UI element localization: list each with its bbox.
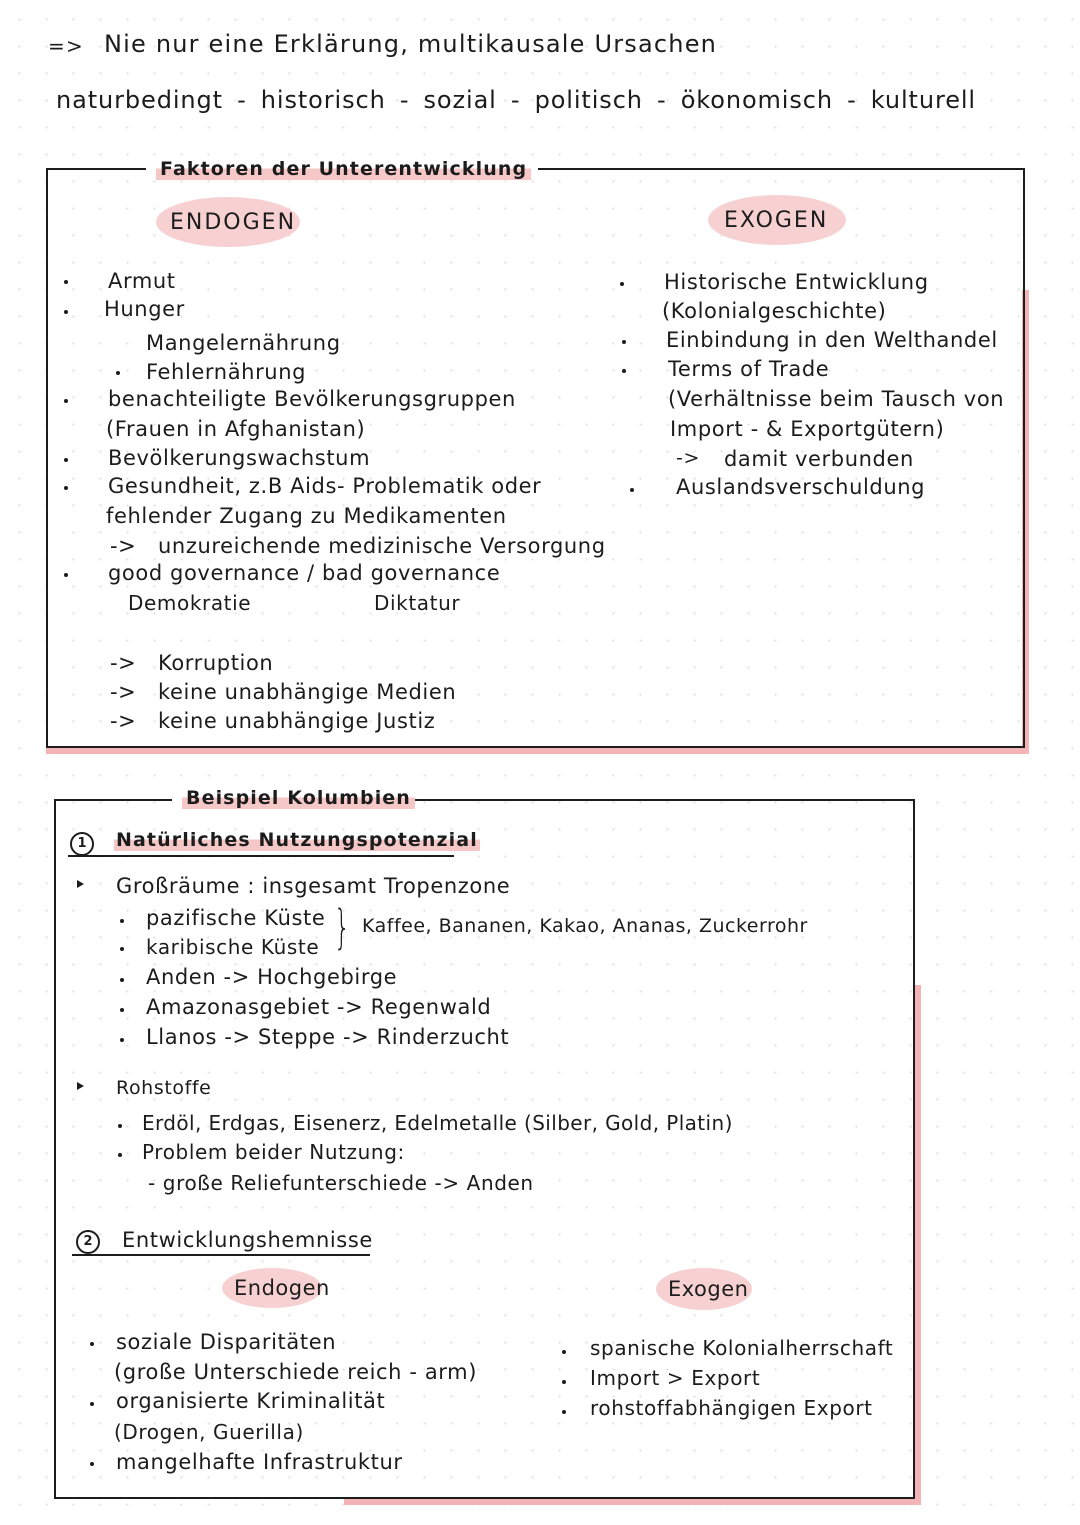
bullet [622, 369, 626, 373]
intro-line-1: Nie nur eine Erklärung, multikausale Ursachen [104, 30, 718, 58]
endo-demokratie: Demokratie [128, 591, 252, 615]
exo-hist-2: (Kolonialgeschichte) [662, 299, 887, 323]
relief: - große Reliefunterschiede -> Anden [148, 1171, 534, 1195]
anden: Anden -> Hochgebirge [146, 965, 398, 989]
section-1-underline [68, 855, 454, 857]
exo-damit: damit verbunden [724, 447, 914, 471]
endo-mangel: Mangelernährung [146, 331, 341, 355]
kriminalitaet-detail: (Drogen, Guerilla) [114, 1420, 304, 1444]
bullet [64, 573, 68, 577]
rohstoffabhaengiger-export: rohstoffabhängigen Export [590, 1396, 873, 1420]
intro-term: kulturell [870, 86, 976, 114]
organisierte-kriminalitaet: organisierte Kriminalität [116, 1389, 386, 1413]
pazifische-kueste: pazifische Küste [146, 906, 326, 930]
bullet [120, 947, 124, 951]
factors-title: Faktoren der Unterentwicklung [156, 158, 531, 181]
bullet [562, 1380, 566, 1384]
kolumbien-title: Beispiel Kolumbien [182, 787, 415, 810]
produkte: Kaffee, Bananen, Kakao, Ananas, Zuckerrohr [362, 915, 808, 937]
endo-benach-2: (Frauen in Afghanistan) [106, 417, 366, 441]
bullet [90, 1402, 94, 1406]
mangelhafte-infrastruktur: mangelhafte Infrastruktur [116, 1450, 403, 1474]
section-1-title: Natürliches Nutzungspotenzial [116, 829, 478, 851]
spanische-kolonialherrschaft: spanische Kolonialherrschaft [590, 1336, 894, 1360]
problem: Problem beider Nutzung: [142, 1140, 405, 1164]
endo-arrow: -> [110, 709, 137, 733]
intro-line-2 [56, 86, 976, 114]
intro-dash: - [657, 86, 667, 114]
bullet [120, 1008, 124, 1012]
bullet [622, 340, 626, 344]
intro-term: sozial [423, 86, 497, 114]
bullet [64, 458, 68, 462]
bullet [562, 1350, 566, 1354]
exo-ausland: Auslandsverschuldung [676, 475, 926, 499]
bullet [64, 486, 68, 490]
endo-wachstum: Bevölkerungswachstum [108, 446, 371, 470]
import-export: Import > Export [590, 1366, 761, 1390]
intro-term: historisch [260, 86, 386, 114]
bullet [64, 399, 68, 403]
bullet [90, 1462, 94, 1466]
rohstoffe: Rohstoffe [116, 1077, 212, 1099]
exo-welthandel: Einbindung in den Welthandel [666, 328, 998, 352]
section-2-title: Entwicklungshemnisse [122, 1228, 373, 1252]
karibische-kueste: karibische Küste [146, 935, 320, 959]
triangle-bullet [77, 1082, 84, 1090]
bullet [118, 1124, 122, 1128]
grossraeume: Großräume : insgesamt Tropenzone [116, 874, 511, 898]
endo-gesund-1: Gesundheit, z.B Aids- Problematik oder [108, 474, 542, 498]
exo-terms-2: (Verhältnisse beim Tausch von [668, 387, 1005, 411]
box2-shadow-right [914, 985, 921, 1505]
intro-term: naturbedingt [56, 86, 223, 114]
bullet [120, 978, 124, 982]
endo-diktatur: Diktatur [374, 591, 461, 615]
endo-korruption: Korruption [158, 651, 274, 675]
triangle-bullet [77, 880, 84, 888]
bullet [116, 371, 120, 375]
bullet [118, 1153, 122, 1157]
soziale-disparitaeten: soziale Disparitäten [116, 1330, 337, 1354]
llanos: Llanos -> Steppe -> Rinderzucht [146, 1025, 510, 1049]
intro-dash: - [510, 86, 521, 114]
bullet [562, 1410, 566, 1414]
bullet [64, 280, 68, 284]
endo-arrow: -> [110, 534, 137, 558]
exo-terms-1: Terms of Trade [668, 357, 830, 381]
section-1-number: 1 [70, 832, 94, 856]
endo-arrow: -> [110, 651, 137, 675]
amazonas: Amazonasgebiet -> Regenwald [146, 995, 492, 1019]
intro-term: politisch [534, 86, 643, 114]
endo-governance: good governance / bad governance [108, 561, 501, 585]
endo-fehler: Fehlernährung [146, 360, 307, 384]
endogen-label: ENDOGEN [170, 210, 297, 235]
endo-gesund-2: fehlender Zugang zu Medikamenten [106, 504, 507, 528]
bullet [120, 919, 124, 923]
bullet [620, 282, 624, 286]
bullet [120, 1038, 124, 1042]
endo-justiz: keine unabhängige Justiz [158, 709, 436, 733]
endo-medien: keine unabhängige Medien [158, 680, 457, 704]
exo-terms-3: Import - & Exportgütern) [670, 417, 945, 441]
intro-dash: - [237, 86, 247, 114]
section-2-exogen-label: Exogen [668, 1277, 749, 1301]
intro-dash: - [847, 86, 857, 114]
endo-benach-1: benachteiligte Bevölkerungsgruppen [108, 387, 516, 411]
erdoel: Erdöl, Erdgas, Eisenerz, Edelmetalle (Silber, Gold, Platin) [142, 1111, 733, 1135]
soziale-disparitaeten-detail: (große Unterschiede reich - arm) [114, 1360, 478, 1384]
section-2-underline [72, 1254, 370, 1256]
exo-hist-1: Historische Entwicklung [664, 270, 929, 294]
endo-arrow: -> [110, 680, 137, 704]
intro-dash: - [399, 86, 410, 114]
section-2-endogen-label: Endogen [234, 1276, 330, 1300]
bullet [90, 1342, 94, 1346]
exo-arrow: -> [676, 447, 700, 469]
endo-armut: Armut [108, 269, 176, 293]
bullet [64, 310, 68, 314]
section-2-number: 2 [76, 1230, 100, 1254]
bullet [630, 488, 634, 492]
intro-arrow: => [48, 34, 84, 58]
brace: } [334, 900, 351, 954]
intro-term: ökonomisch [680, 86, 833, 114]
endo-hunger: Hunger [104, 297, 185, 321]
exogen-label: EXOGEN [724, 208, 829, 233]
endo-gesund-3: unzureichende medizinische Versorgung [158, 534, 606, 558]
